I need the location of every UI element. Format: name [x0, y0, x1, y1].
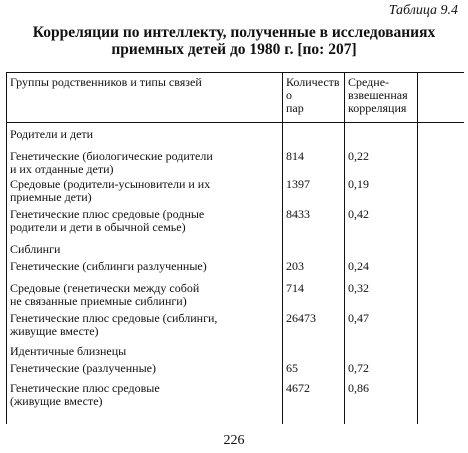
header-count: Количеств о пар — [286, 75, 340, 115]
column-divider-corr — [344, 72, 345, 424]
row-correlation: 0,86 — [348, 381, 369, 395]
row-correlation: 0,32 — [348, 281, 369, 295]
header-group: Группы родственников и типы связей — [10, 75, 202, 89]
table-label: Таблица 9.4 — [388, 3, 458, 18]
table-top-border — [6, 72, 464, 73]
row-group: Генетические (разлученные) — [10, 361, 156, 375]
row-correlation: 0,22 — [348, 149, 369, 163]
row-count: 814 — [286, 149, 304, 163]
row-count: 4672 — [286, 381, 310, 395]
row-group: Генетические (сиблинги разлученные) — [10, 259, 207, 273]
row-count: 714 — [286, 281, 304, 295]
header-separator — [6, 122, 464, 123]
row-correlation: 0,72 — [348, 361, 369, 375]
row-count: 65 — [286, 361, 298, 375]
section-heading: Родители и дети — [10, 127, 94, 141]
table-right-border — [417, 72, 418, 424]
column-divider-count — [282, 72, 283, 424]
row-group: Генетические (биологические родители и их отданные дети) — [10, 149, 213, 176]
table-left-border — [6, 72, 7, 424]
row-group: Средовые (родители-усыновители и их приемные дети) — [10, 177, 211, 204]
row-group: Средовые (генетически между собой не связанные приемные сиблинги) — [10, 281, 200, 308]
page-number: 226 — [223, 433, 245, 448]
row-count: 26473 — [286, 311, 316, 325]
section-heading: Сиблинги — [10, 242, 61, 256]
row-group: Генетические плюс средовые (родные родители и дети в обычной семье) — [10, 207, 205, 234]
row-count: 1397 — [286, 177, 310, 191]
row-correlation: 0,42 — [348, 207, 369, 221]
row-count: 8433 — [286, 207, 310, 221]
row-count: 203 — [286, 259, 304, 273]
section-heading: Идентичные близнецы — [10, 344, 127, 358]
row-group: Генетические плюс средовые (живущие вместе) — [10, 381, 160, 408]
table-title: Корреляции по интеллекту, полученные в исследованиях приемных детей до 1980 г. [по: 207] — [32, 24, 436, 58]
data-table — [6, 72, 464, 424]
row-group: Генетические плюс средовые (сиблинги, живущие вместе) — [10, 311, 218, 338]
row-correlation: 0,47 — [348, 311, 369, 325]
row-correlation: 0,24 — [348, 259, 369, 273]
row-correlation: 0,19 — [348, 177, 369, 191]
header-correlation: Средне- взвешенная корреляция — [348, 75, 408, 115]
